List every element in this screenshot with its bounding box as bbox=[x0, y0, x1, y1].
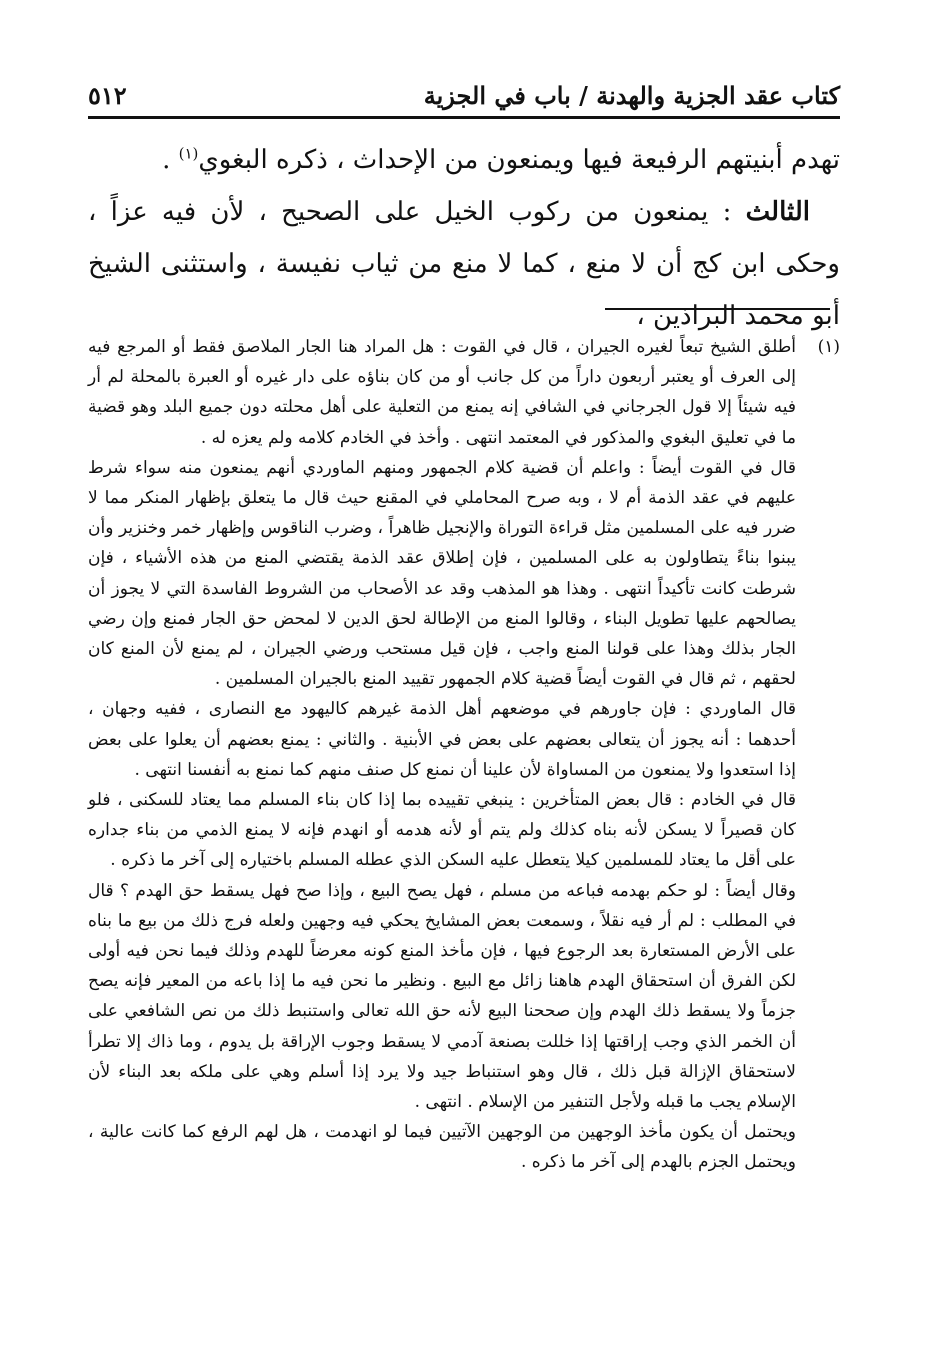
footnote-reference: (١) bbox=[178, 144, 199, 163]
footnote-paragraph: وقال أيضاً : لو حكم بهدمه فباعه من مسلم ، فهل يصح البيع ، وإذا صح فهل يسقط حق الهدم ؟ قال في المطلب : لم أر فيه نقلاً ، وسمعت بعض المشايخ يحكي فيه وجهين ولعله فرج ذلك من بيع ما بناه على الأرض المستعارة بعد الرجوع فيها ، فإن مأخذ المنع كونه معرضاً للهدم وذلك فيما نحن فيه أولى لكن الفرق أن استحقاق الهدم هاهنا زائل مع البيع . ونظير ما نحن فيه ما إذا باعه من المعير فإنه يصح جزماً ولا يسقط ذلك الهدم وإن صححنا البيع لأنه حق الله تعالى واستنبط ذلك من نص الشافعي على أن الخمر الذي وجب إراقتها إذا خللت بصنعة آدمي لا يسقط وجوب الإراقة بل يدوم ، وما ذاك إلا تطرأ لاستحقاق الإزالة قبل ذلك ، قال وهو استنباط جيد ولا يرد إذا أسلم وهي على ملكه بعد البناء لأن الإسلام يجب ما قبله ولأجل التنفير من الإسلام . انتهى . bbox=[88, 880, 796, 1113]
footnote-paragraph: قال في الخادم : قال بعض المتأخرين : ينبغي تقييده بما إذا كان بناء المسلم مما يعتاد للسكنى ، فلو كان قصيراً لا يسكن لأنه بناه كذلك ولم يتم أو لأنه هدمه أو انهدم فإنه لا يمنع الذمي من بناء جداره على أقل ما يعتاد للمسلمين كيلا يتعطل عليه السكن الذي عطله المسلم باختياره إلى آخر ما ذكره . bbox=[88, 790, 796, 871]
footnotes bbox=[88, 332, 840, 1178]
main-paragraph-2 bbox=[88, 186, 840, 342]
main-paragraph-2-text: : يمنعون من ركوب الخيل على الصحيح ، لأن فيه عزاً ، وحكى ابن كج أن لا منع ، كما لا منع من ثياب نفيسة ، واستثنى الشيخ أبو محمد البراذين ، bbox=[88, 197, 840, 331]
page-number: ٥١٢ bbox=[88, 81, 127, 110]
main-paragraph-1-end: . bbox=[162, 145, 179, 175]
footnote-marker: (١) bbox=[817, 337, 840, 357]
footnote-paragraph: قال الماوردي : فإن جاورهم في موضعهم أهل الذمة غيرهم كاليهود مع النصارى ، ففيه وجهان ، أحدهما : أنه يجوز أن يتعالى بعضهم على بعض في الأبنية . والثاني : يمنع بعضهم أن يعلوا على بعض إذا استعدوا ولا يمنعون من المساواة لأن علينا أن نمنع كل صنف منهم كما نمنع به أنفسنا انتهى . bbox=[88, 699, 796, 780]
book-page bbox=[88, 70, 840, 1310]
footnote-body bbox=[88, 332, 796, 1178]
footnote-paragraph: ويحتمل أن يكون مأخذ الوجهين من الوجهين الآتيين فيما لو انهدمت ، هل لهم الرفع كما كانت عالية ، ويحتمل الجزم بالهدم إلى آخر ما ذكره . bbox=[88, 1122, 796, 1173]
running-title: كتاب عقد الجزية والهدنة / باب في الجزية bbox=[423, 81, 840, 110]
footnote-separator bbox=[605, 308, 830, 310]
footnote-paragraph: قال في القوت أيضاً : واعلم أن قضية كلام الجمهور ومنهم الماوردي أنهم يمنعون منه سواء شرط عليهم في عقد الذمة أم لا ، وبه صرح المحاملي في المقنع حيث قال ما يتعلق بإظهار المنكر مما لا ضرر فيه على المسلمين مثل قراءة التوراة والإنجيل ظاهراً ، وضرب الناقوس وإظهار خمر وخنزير وأن يبنوا بناءً يتطاولون به على المسلمين ، فإن إطلاق عقد الذمة يقتضي المنع من هذه الأشياء ، فإن شرطت كانت تأكيداً انتهى . وهذا هو المذهب وقد عد الأصحاب من الشروط الفاسدة التي لا يجوز أن يصالحهم عليها تطويل البناء ، وقالوا المنع من الإطالة لحق الدين لا لمحض حق الجار فمنع وإن رضي الجار بذلك وهذا على قولنا المنع واجب ، فإن قيل مستحب ورضي الجيران ، لم يمنع لأن المنع كان لحقهم ، ثم قال في القوت أيضاً قضية كلام الجمهور تقييد المنع بالجيران المسلمين . bbox=[88, 457, 796, 690]
main-paragraph-1-text: تهدم أبنيتهم الرفيعة فيها ويمنعون من الإحداث ، ذكره البغوي bbox=[198, 145, 840, 175]
main-paragraph-2-term: الثالث bbox=[745, 197, 810, 227]
main-paragraph-1 bbox=[88, 134, 840, 186]
footnote-1 bbox=[88, 332, 840, 1178]
main-text bbox=[88, 134, 840, 342]
footnote-paragraph: أطلق الشيخ تبعاً لغيره الجيران ، قال في القوت : هل المراد هنا الجار الملاصق فقط أو المرجع فيه إلى العرف أو يعتبر أربعون داراً من كل جانب أو من كان بناؤه على دار غيره أو العبرة بالمحلة لم أر فيه شيئاً إلا قول الجرجاني في الشافي إنه يمنع من التعلية على أهل محلته دون جميع البلد وهو قضية ما في تعليق البغوي والمذكور في المعتمد انتهى . وأخذ في الخادم كلامه ولم يعزه له . bbox=[88, 337, 796, 448]
header-rule bbox=[88, 116, 840, 119]
page-header bbox=[88, 70, 840, 116]
